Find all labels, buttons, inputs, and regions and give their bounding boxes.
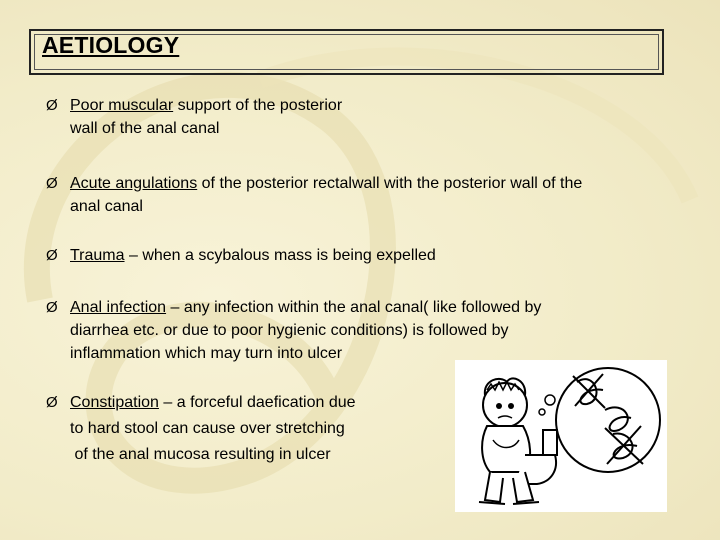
bullet-arrow-icon: Ø <box>46 175 58 192</box>
bullet-text-line: diarrhea etc. or due to poor hygienic conditions) is followed by <box>70 322 509 339</box>
bullet-key-term: Anal infection <box>70 299 167 316</box>
bullet-text: – when a scybalous mass is being expelled <box>124 247 436 264</box>
constipation-illustration <box>455 360 667 512</box>
bullet-text: of the posterior rectalwall with the posterior wall of the <box>197 175 583 192</box>
bullet-text-line: to hard stool can cause over stretching <box>70 420 345 437</box>
bullet-key-term: Trauma <box>70 247 125 264</box>
bullet-key-term: Acute angulations <box>70 175 198 192</box>
bullet-text-line: inflammation which may turn into ulcer <box>70 345 343 362</box>
slide-title: AETIOLOGY <box>42 32 180 58</box>
bullet-key-term: Constipation <box>70 394 159 411</box>
bullet-text-line: anal canal <box>70 198 143 215</box>
bullet-arrow-icon: Ø <box>46 97 58 114</box>
bullet-key-term: Poor muscular <box>70 97 174 114</box>
bullet-arrow-icon: Ø <box>46 247 58 264</box>
bullet-arrow-icon: Ø <box>46 299 58 316</box>
constipated-boy-icon <box>455 360 667 512</box>
bullet-text: support of the posterior <box>173 97 343 114</box>
bullet-text: – a forceful daefication due <box>158 394 356 411</box>
bullet-text-line: wall of the anal canal <box>70 120 220 137</box>
bullet-arrow-icon: Ø <box>46 394 58 411</box>
bullet-text-line: of the anal mucosa resulting in ulcer <box>70 446 331 463</box>
bullet-text: – any infection within the anal canal( like followed by <box>166 299 542 316</box>
